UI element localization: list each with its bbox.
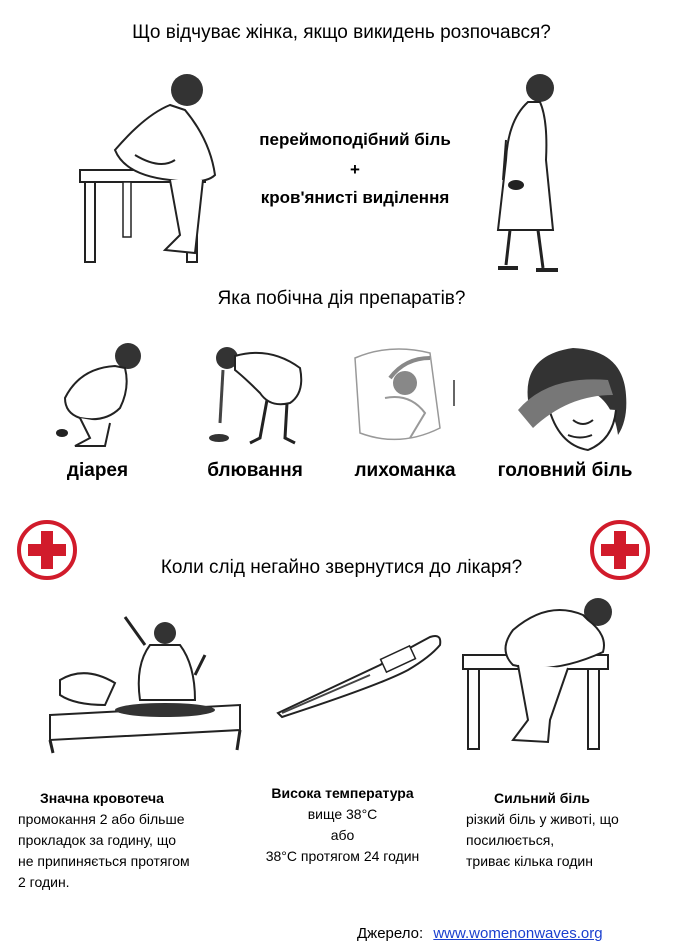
symptom-cramping: переймоподібний біль — [259, 130, 451, 149]
case-title-2: Сильний біль — [494, 790, 590, 806]
source-link[interactable]: www.womenonwaves.org — [433, 925, 603, 942]
diarrhea-illustration — [50, 338, 150, 453]
case-severe-pain — [466, 788, 676, 872]
side-effect-label-1: блювання — [207, 460, 303, 481]
case-0-line-3: 2 годин. — [18, 874, 70, 890]
fever-illustration — [350, 338, 465, 453]
side-effect-label-2: лихоманка — [354, 460, 456, 481]
case-title-1: Висока температура — [271, 785, 414, 801]
case-1-line-2: 38°C протягом 24 годин — [265, 848, 420, 864]
side-effect-label-3: головний біль — [497, 460, 633, 481]
heading-miscarriage-signs: Що відчуває жінка, якщо викидень розпочався? — [132, 22, 551, 43]
case-0-line-0: промокання 2 або більше — [18, 811, 185, 827]
case-2-line-2: триває кілька годин — [466, 853, 593, 869]
side-effect-label-0: діарея — [66, 460, 129, 481]
case-1-line-1: або — [330, 827, 355, 843]
severe-pain-illustration — [458, 590, 628, 760]
vomiting-illustration — [205, 338, 310, 453]
case-1-line-0: вище 38°C — [307, 806, 378, 822]
thermometer-illustration — [270, 625, 445, 720]
heading-see-doctor: Коли слід негайно звернутися до лікаря? — [160, 557, 523, 578]
heavy-bleeding-bed-illustration — [45, 605, 245, 755]
case-2-line-0: різкий біль у животі, що — [466, 811, 619, 827]
case-2-line-1: посилюється, — [466, 832, 555, 848]
woman-sitting-bench-illustration — [75, 70, 235, 270]
case-title-0: Значна кровотеча — [40, 790, 164, 806]
headache-illustration — [518, 340, 633, 455]
heading-side-effects: Яка побічна дія препаратів? — [217, 288, 466, 309]
symptom-bleeding: кров'янисті виділення — [260, 188, 450, 207]
woman-standing-illustration — [488, 70, 568, 280]
source-label: Джерело: — [357, 925, 424, 942]
case-0-line-1: прокладок за годину, що — [18, 832, 176, 848]
source-line — [357, 925, 603, 942]
case-heavy-bleeding — [18, 788, 243, 893]
case-high-fever — [240, 783, 445, 867]
plus-sign: + — [350, 160, 360, 179]
case-0-line-2: не припиняється протягом — [18, 853, 190, 869]
